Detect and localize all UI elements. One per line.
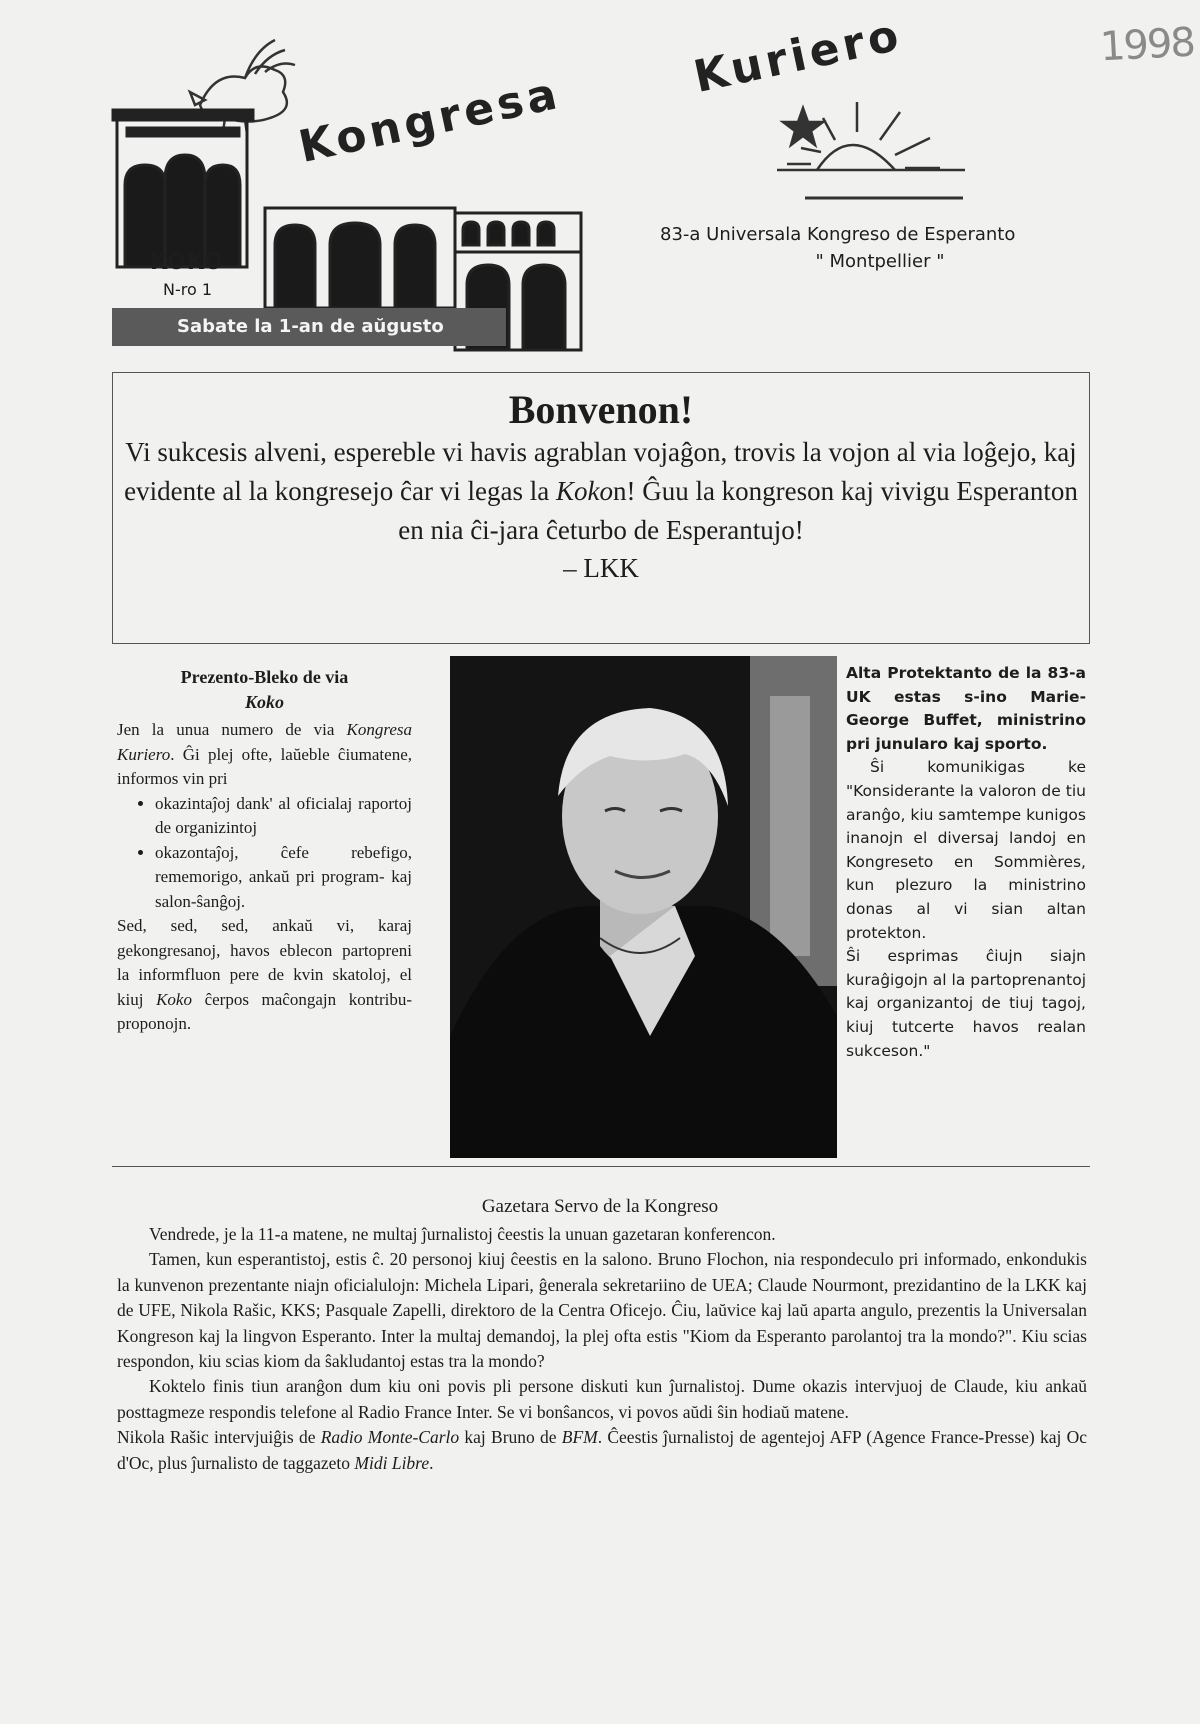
p4-italic: BFM: [561, 1427, 598, 1448]
p4-text: kaj Bruno de: [459, 1427, 562, 1448]
closing-italic: Koko: [156, 989, 192, 1009]
star-and-sun-icon: [777, 102, 965, 198]
left-column-intro: [117, 718, 412, 792]
article-paragraph: Koktelo finis tiun aranĝon dum kiu oni povis pli persone diskuti kun ĵurnalistoj. Dume okazis intervjuoj de Claude, kiu ankaŭ posttagmeze respondis telefone al Radio France Inter. Se vi bonŝancos, vi povos aŭdi ŝin hodiaŭ matene.: [117, 1376, 1087, 1422]
intro-part2: . Ĝi plej ofte, laŭeble ĉiumatene, informos vin pri: [117, 744, 412, 788]
right-column-paragraph: Ŝi komunikigas ke "Konsiderante la valoron de tiu aranĝo, kiu samtempe kunigos inanojn el diversaj landoj en Kongreseto en Sommières, kun plezuro la ministrino donas al vi sian altan protekton.: [846, 758, 1086, 942]
congress-city: " Montpellier ": [815, 251, 945, 272]
closing-part1: Sed, sed, sed, ankaŭ vi, karaj gekongresanoj, havos eblecon partopreni la informfluon pere de kvin skatoloj, el kiuj: [117, 916, 412, 1009]
p4-text: . Ĉeestis ĵurnalistoj de agentejoj AFP (Agence France-Presse) kaj Oc d'Oc, plus ĵurnalisto de taggazeto: [117, 1427, 1088, 1473]
closing-part2: ĉerpos maĉongajn kontribu-proponojn.: [117, 989, 412, 1033]
left-column-subheading: Koko: [244, 692, 284, 712]
p4-italic: Midi Libre: [354, 1452, 430, 1473]
list-item: • okazintaĵoj dank' al oficialaj raportoj de organizintoj: [155, 792, 412, 841]
right-column-headline: Alta Protektanto de la 83-a UK estas s-ino Marie-George Buffet, ministrino pri junularo kaj sporto.: [846, 664, 1086, 753]
masthead-title-word-1: Kongresa: [294, 67, 565, 173]
welcome-text-part1: Vi sukcesis alveni, espereble vi havis agrablan vojaĝon, trovis la vojon al via loĝejo, kaj evidente al la kongresejo ĉar vi legas la: [124, 437, 1077, 506]
intro-part1: Jen la unua numero de via: [117, 720, 347, 739]
date-banner: Sabate la 1-an de aŭgusto: [112, 308, 506, 346]
welcome-title: Bonvenon!: [508, 387, 694, 432]
congress-title: 83-a Universala Kongreso de Esperanto: [660, 224, 1016, 245]
left-column-article: [117, 664, 412, 1037]
intro-italic: Kongresa Kuriero: [117, 720, 412, 764]
arcade-building-left: [113, 110, 253, 267]
portrait-photo: [450, 656, 837, 1158]
welcome-text-part2: n! Ĝuu la kongreson kaj vivigu Esperanton en nia ĉi-jara ĉeturbo de Esperantujo!: [398, 476, 1078, 545]
divider: [112, 1166, 1090, 1167]
issue-number: N-ro 1: [163, 280, 213, 299]
list-item: • okazontaĵoj, ĉefe rebefigo, rememorigo, ankaŭ pri program- kaj salon-ŝanĝoj.: [155, 841, 412, 915]
welcome-signature: – LKK: [563, 553, 639, 583]
welcome-text-koko: Koko: [555, 476, 613, 506]
welcome-text: [113, 433, 1089, 550]
masthead-title-word-2: Kuriero: [689, 9, 907, 103]
p4-text: .: [429, 1452, 434, 1473]
p4-text: Nikola Rašic intervjuiĝis de: [117, 1427, 321, 1448]
left-column-bullets: [117, 792, 412, 915]
handwritten-year: 1998: [1098, 19, 1195, 71]
article-paragraph: Tamen, kun esperantistoj, estis ĉ. 20 personoj kiuj ĉeestis en la salono. Bruno Flochon, nia respondeculo pri informado, enkondukis la kunvenon prezentante niajn oficialulojn: Michela Lipari, ĝenerala sekretariino de UEA; Claude Nourmont, prezidantino de la LKK kaj de UFE, Nikola Rašic, KKS; Pasquale Zapelli, direktoro de la Centra Oficejo. Ĉiu, laŭvice kaj laŭ aparta angulo, prezentis la Universalan Kongreson kaj la lingvon Esperanto. Inter la multaj demandoj, la plej ofta estis "Kiom da Esperanto parolantoj tra la mondo?". Kiu scias respondon, kiu scias kiom da ŝakludantoj estas tra la mondo?: [117, 1249, 1087, 1372]
article-paragraph: [117, 1425, 1087, 1476]
left-column-heading: Prezento-Bleko de via: [180, 667, 349, 687]
article-paragraph: Vendrede, je la 11-a matene, ne multaj ĵurnalistoj ĉeestis la unuan gazetaran konferencon.: [149, 1224, 776, 1244]
right-column-paragraph: Ŝi esprimas ĉiujn siajn kuraĝigojn al la partoprenantoj kaj organizantoj de tiuj tagoj, kiuj tutcerte havos realan sukceson.": [846, 947, 1086, 1060]
article-title: Gazetara Servo de la Kongreso: [481, 1196, 719, 1217]
article-body: [117, 1222, 1087, 1476]
left-column-closing: [117, 914, 412, 1037]
p4-italic: Radio Monte-Carlo: [320, 1427, 460, 1448]
welcome-box: [112, 372, 1090, 644]
right-column-article: [846, 662, 1086, 1063]
newspaper-short-name: KOKO: [150, 250, 224, 275]
